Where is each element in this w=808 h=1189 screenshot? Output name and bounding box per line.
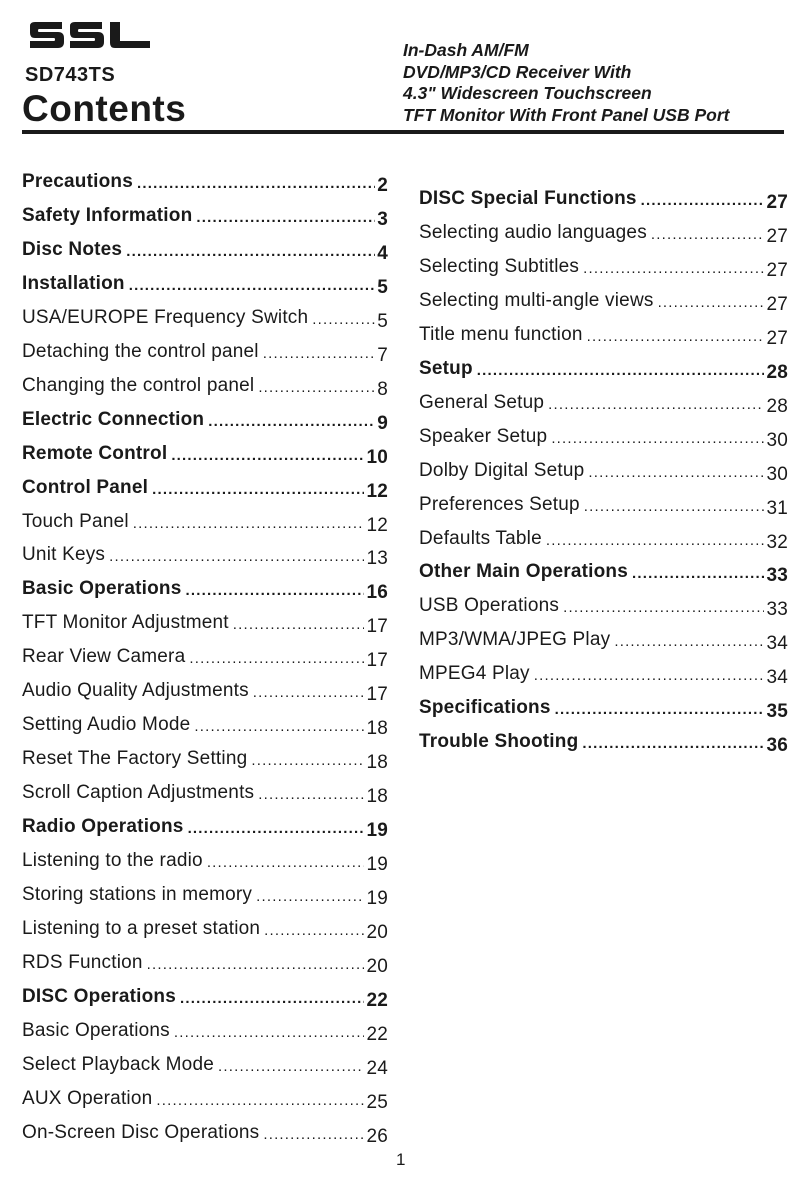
toc-entry[interactable] — [419, 284, 788, 315]
toc-entry[interactable] — [22, 267, 388, 298]
dot-leader — [208, 413, 375, 431]
dot-leader — [196, 209, 375, 227]
toc-entry-page: 19 — [366, 820, 388, 842]
dot-leader — [109, 548, 364, 566]
toc-entry-page: 26 — [366, 1125, 388, 1147]
dot-leader — [218, 1058, 364, 1076]
toc-entry-page: 7 — [377, 344, 388, 366]
dot-leader — [171, 447, 364, 465]
dot-leader — [129, 277, 376, 295]
toc-entry[interactable] — [419, 318, 788, 349]
dot-leader — [251, 752, 364, 770]
toc-entry-label: Precautions — [22, 171, 133, 192]
subtitle-line: DVD/MP3/CD Receiver With — [403, 61, 632, 82]
toc-entry-label: DISC Operations — [22, 985, 176, 1007]
toc-entry-page: 17 — [366, 684, 388, 706]
dot-leader — [651, 226, 765, 244]
toc-entry-page: 33 — [766, 599, 788, 621]
toc-entry[interactable] — [419, 522, 788, 553]
dot-leader — [126, 243, 375, 261]
toc-entry[interactable] — [22, 708, 388, 740]
toc-entry-page: 22 — [366, 989, 388, 1011]
toc-entry[interactable] — [22, 369, 388, 400]
toc-entry-page: 27 — [766, 225, 788, 247]
toc-entry-label: Title menu function — [419, 323, 583, 345]
toc-entry[interactable] — [22, 674, 388, 706]
toc-entry-label: Trouble Shooting — [419, 731, 579, 753]
toc-entry-page: 5 — [377, 310, 388, 332]
dot-leader — [534, 667, 765, 685]
dot-leader — [233, 616, 365, 634]
toc-entry-page: 30 — [766, 463, 788, 485]
model-number: SD743TS — [25, 64, 116, 86]
toc-entry-page: 28 — [766, 395, 788, 417]
toc-entry[interactable] — [419, 352, 788, 383]
toc-entry-label: Rear View Camera — [22, 646, 186, 668]
dot-leader — [584, 498, 765, 516]
dot-leader — [253, 684, 365, 702]
toc-entry[interactable] — [22, 1048, 388, 1079]
toc-entry-page: 30 — [766, 429, 788, 451]
dot-leader — [188, 820, 365, 838]
toc-entry[interactable] — [419, 420, 788, 451]
toc-entry-page: 8 — [377, 378, 388, 400]
toc-entry-label: Basic Operations — [22, 1019, 170, 1041]
toc-entry-page: 31 — [766, 497, 788, 519]
dot-leader — [258, 786, 364, 804]
dot-leader — [264, 922, 364, 940]
toc-entry-label: Disc Notes — [22, 238, 123, 260]
toc-entry-label: AUX Operation — [22, 1087, 153, 1109]
toc-entry[interactable] — [22, 1082, 388, 1113]
toc-entry-page: 24 — [366, 1057, 388, 1079]
toc-entry-label: Selecting Subtitles — [419, 255, 580, 277]
toc-entry[interactable] — [22, 742, 388, 774]
dot-leader — [548, 396, 764, 414]
subtitle-line: TFT Monitor With Front Panel USB Port — [403, 104, 730, 125]
dot-leader — [641, 192, 765, 210]
page-title: Contents — [22, 88, 187, 129]
toc-entry[interactable] — [419, 216, 788, 247]
toc-entry[interactable] — [419, 589, 788, 621]
toc-entry-label: Defaults Table — [419, 527, 542, 549]
toc-entry-label: Selecting multi-angle views — [419, 289, 654, 311]
toc-entry[interactable] — [22, 165, 388, 196]
dot-leader — [477, 362, 765, 380]
toc-entry-page: 18 — [366, 718, 388, 740]
toc-entry-page: 35 — [766, 701, 788, 723]
toc-entry[interactable] — [22, 437, 388, 468]
toc-entry-label: Touch Panel — [22, 510, 129, 532]
dot-leader — [588, 464, 764, 482]
toc-entry[interactable] — [419, 182, 788, 213]
toc-entry[interactable] — [419, 454, 788, 485]
toc-entry-page: 22 — [366, 1023, 388, 1045]
dot-leader — [180, 990, 364, 1008]
toc-entry-label: Speaker Setup — [419, 425, 548, 447]
dot-leader — [312, 311, 375, 329]
toc-entry-label: Detaching the control panel — [22, 340, 259, 362]
subtitle-line: 4.3" Widescreen Touchscreen — [403, 83, 652, 103]
dot-leader — [189, 650, 364, 668]
toc-entry-label: Dolby Digital Setup — [419, 459, 585, 481]
toc-entry[interactable] — [419, 691, 788, 723]
toc-entry-page: 33 — [766, 565, 788, 587]
toc-entry-label: Selecting audio languages — [419, 221, 647, 243]
toc-entry[interactable] — [22, 776, 388, 808]
toc-entry-page: 9 — [377, 412, 388, 434]
dot-leader — [258, 379, 375, 397]
dot-leader — [582, 735, 764, 753]
toc-entry-label: Specifications — [419, 697, 551, 719]
toc-entry-label: Basic Operations — [22, 578, 182, 600]
toc-entry[interactable] — [22, 878, 388, 909]
toc-entry-page: 4 — [377, 242, 388, 264]
toc-entry[interactable] — [22, 471, 388, 502]
toc-entry-page: 27 — [766, 259, 788, 281]
dot-leader — [133, 515, 365, 533]
toc-entry-label: TFT Monitor Adjustment — [22, 612, 229, 634]
toc-entry[interactable] — [22, 606, 388, 638]
dot-leader — [174, 1024, 365, 1042]
toc-entry-label: DISC Special Functions — [419, 188, 637, 209]
toc-entry-page: 10 — [366, 446, 388, 468]
dot-leader — [185, 582, 364, 600]
toc-entry-label: Radio Operations — [22, 816, 184, 838]
toc-entry-label: Remote Control — [22, 442, 168, 464]
toc-entry-label: RDS Function — [22, 951, 143, 973]
dot-leader — [551, 430, 764, 448]
toc-entry-page: 25 — [366, 1091, 388, 1113]
toc-entry-label: USA/EUROPE Frequency Switch — [22, 306, 309, 328]
dot-leader — [563, 599, 764, 617]
toc-entry-page: 27 — [766, 192, 788, 213]
toc-entry-page: 20 — [366, 921, 388, 943]
dot-leader — [147, 956, 365, 974]
toc-entry-label: Unit Keys — [22, 544, 106, 566]
toc-entry-page: 17 — [366, 616, 388, 638]
toc-entry-page: 27 — [766, 327, 788, 349]
toc-entry-label: Listening to a preset station — [22, 917, 261, 939]
toc-entry[interactable] — [22, 301, 388, 332]
toc-entry-label: Reset The Factory Setting — [22, 748, 248, 770]
toc-entry[interactable] — [22, 946, 388, 977]
toc-entry-label: Safety Information — [22, 204, 193, 226]
toc-entry[interactable] — [22, 640, 388, 672]
toc-entry-page: 18 — [366, 752, 388, 774]
toc-entry-label: Scroll Caption Adjustments — [22, 782, 255, 804]
toc-entry-page: 34 — [766, 667, 788, 689]
dot-leader — [587, 328, 765, 346]
toc-entry-label: Audio Quality Adjustments — [22, 680, 249, 702]
toc-entry-page: 34 — [766, 633, 788, 655]
subtitle-line: In-Dash AM/FM — [403, 40, 529, 60]
dot-leader — [614, 633, 764, 651]
toc-entry-label: USB Operations — [419, 595, 560, 617]
toc-entry[interactable] — [22, 1014, 388, 1045]
page-number: 1 — [396, 1150, 406, 1169]
toc-entry[interactable] — [419, 488, 788, 519]
toc-entry-page: 28 — [766, 361, 788, 383]
product-description — [403, 40, 793, 126]
dot-leader — [583, 260, 764, 278]
toc-entry[interactable] — [22, 538, 388, 570]
toc-entry-label: Installation — [22, 272, 125, 294]
toc-entry-label: General Setup — [419, 391, 545, 413]
header-divider — [22, 130, 784, 134]
toc-entry[interactable] — [22, 403, 388, 434]
toc-entry-label: MP3/WMA/JPEG Play — [419, 629, 611, 651]
dot-leader — [194, 718, 364, 736]
toc-entry-label: On-Screen Disc Operations — [22, 1121, 260, 1143]
toc-entry-label: Select Playback Mode — [22, 1053, 214, 1075]
toc-entry-page: 5 — [377, 276, 388, 298]
dot-leader — [156, 1092, 364, 1110]
toc-entry-page: 16 — [366, 582, 388, 604]
ssl-logo — [28, 22, 152, 48]
toc-entry-page: 20 — [366, 955, 388, 977]
toc-entry[interactable] — [419, 386, 788, 417]
toc-entry[interactable] — [22, 844, 388, 875]
dot-leader — [152, 481, 364, 499]
toc-entry[interactable] — [22, 199, 388, 230]
toc-entry-label: Listening to the radio — [22, 850, 203, 871]
toc-entry[interactable] — [419, 555, 788, 587]
toc-entry-label: Electric Connection — [22, 408, 205, 430]
toc-entry-page: 27 — [766, 293, 788, 315]
toc-entry-page: 13 — [366, 548, 388, 570]
toc-entry-label: Control Panel — [22, 476, 149, 498]
toc-entry-page: 36 — [766, 735, 788, 757]
toc-entry[interactable] — [419, 725, 788, 757]
toc-entry[interactable] — [22, 505, 388, 536]
dot-leader — [256, 888, 364, 906]
toc-entry-label: MPEG4 Play — [419, 663, 530, 685]
toc-entry-page: 19 — [366, 887, 388, 909]
toc-entry[interactable] — [419, 657, 788, 689]
dot-leader — [632, 565, 764, 583]
toc-entry-page: 17 — [366, 650, 388, 672]
dot-leader — [546, 532, 765, 550]
toc-entry[interactable] — [22, 980, 388, 1011]
toc-entry-page: 18 — [366, 786, 388, 808]
toc-entry-page: 19 — [366, 854, 388, 875]
toc-entry-page: 12 — [366, 480, 388, 502]
dot-leader — [263, 345, 375, 363]
dot-leader — [137, 175, 375, 193]
toc-entry[interactable] — [419, 623, 788, 655]
dot-leader — [263, 1126, 364, 1144]
toc-entry-label: Storing stations in memory — [22, 883, 253, 905]
toc-entry-page: 32 — [766, 531, 788, 553]
toc-entry-page: 3 — [377, 208, 388, 230]
toc-entry[interactable] — [22, 572, 388, 604]
toc-entry-label: Setting Audio Mode — [22, 714, 191, 736]
dot-leader — [207, 854, 365, 872]
toc-entry-label: Changing the control panel — [22, 374, 255, 396]
toc-entry[interactable] — [22, 1116, 388, 1147]
toc-entry[interactable] — [22, 233, 388, 264]
toc-entry[interactable] — [22, 810, 388, 842]
toc-entry-label: Preferences Setup — [419, 493, 580, 515]
toc-entry-label: Other Main Operations — [419, 561, 629, 583]
toc-entry-page: 12 — [366, 514, 388, 536]
toc-entry[interactable] — [22, 335, 388, 366]
dot-leader — [555, 701, 765, 719]
toc-entry-page: 2 — [377, 175, 388, 196]
dot-leader — [658, 294, 765, 312]
toc-entry[interactable] — [22, 912, 388, 943]
toc-entry-label: Setup — [419, 357, 473, 379]
toc-entry[interactable] — [419, 250, 788, 281]
